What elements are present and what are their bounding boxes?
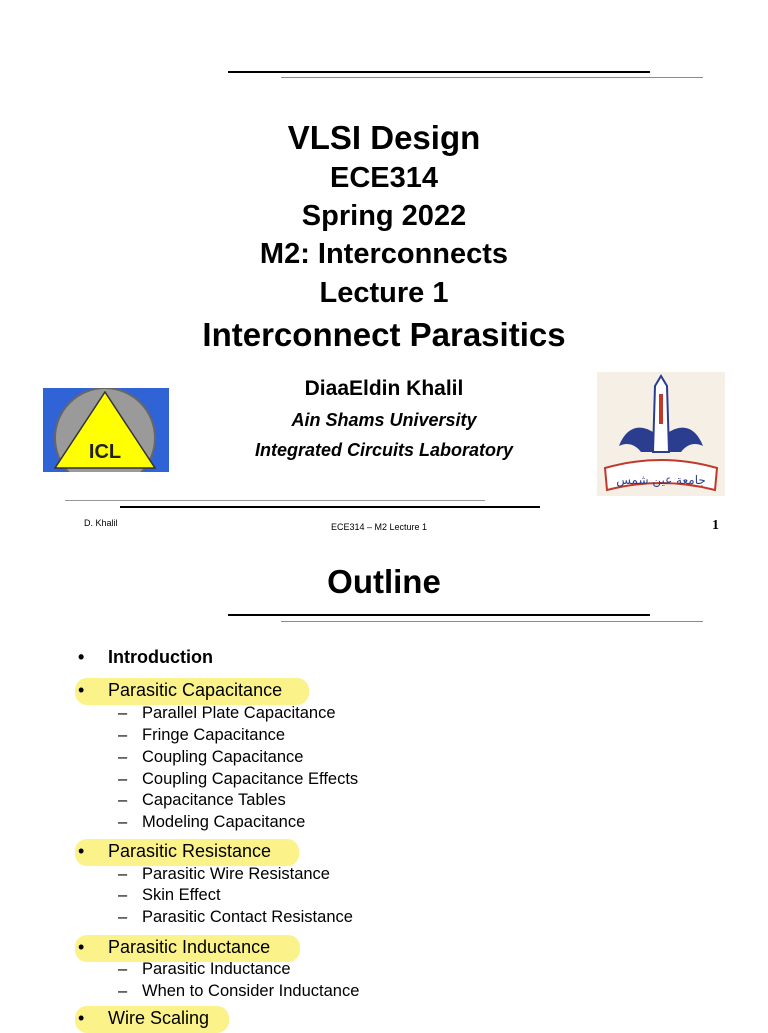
outline-item xyxy=(118,886,221,905)
outline-section xyxy=(78,647,213,668)
footer-course: ECE314 – M2 Lecture 1 xyxy=(331,522,428,532)
outline-section xyxy=(78,1008,209,1029)
top-rule-black xyxy=(228,71,650,73)
outline-item xyxy=(118,865,330,884)
term: Spring 2022 xyxy=(301,200,467,232)
university-name: Ain Shams University xyxy=(291,410,477,430)
outline-item xyxy=(118,791,286,810)
lab-name: Integrated Circuits Laboratory xyxy=(254,440,514,460)
outline-item xyxy=(118,908,353,927)
top-rule-gray xyxy=(281,77,703,78)
bullet-icon: • xyxy=(78,680,85,700)
bottom-rule-gray xyxy=(65,500,485,501)
item-label: Parasitic Inductance xyxy=(142,960,291,978)
outline-section xyxy=(78,680,282,701)
section-label: Parasitic Resistance xyxy=(108,841,272,861)
outline-item xyxy=(118,770,358,789)
outline-item xyxy=(118,982,359,1001)
item-label: Parallel Plate Capacitance xyxy=(142,704,336,722)
university-seal-graphic xyxy=(597,372,725,496)
item-label: Skin Effect xyxy=(142,886,221,904)
section-label: Introduction xyxy=(108,647,213,667)
outline-section xyxy=(78,841,271,862)
icl-logo xyxy=(43,388,169,472)
item-label: Capacitance Tables xyxy=(142,791,286,809)
bullet-icon: • xyxy=(78,1008,85,1028)
outline-rule-black xyxy=(228,614,650,616)
svg-text:جامعة عين شمس: جامعة عين شمس xyxy=(616,473,706,487)
course-code: ECE314 xyxy=(329,162,438,194)
item-label: Coupling Capacitance Effects xyxy=(142,770,359,788)
outline-item xyxy=(118,813,305,832)
dash-icon: – xyxy=(118,960,128,978)
section-label: Wire Scaling xyxy=(108,1008,210,1028)
university-seal xyxy=(597,372,725,496)
dash-icon: – xyxy=(118,748,128,766)
lecture-topic: Interconnect Parasitics xyxy=(202,316,566,353)
dash-icon: – xyxy=(118,982,128,1000)
page-number: 1 xyxy=(712,518,719,533)
lecture-number: Lecture 1 xyxy=(319,277,449,309)
outline-title: Outline xyxy=(327,563,441,600)
item-label: Modeling Capacitance xyxy=(142,813,306,831)
outline-item xyxy=(118,726,285,745)
outline-section xyxy=(78,937,270,958)
dash-icon: – xyxy=(118,865,128,883)
dash-icon: – xyxy=(118,791,128,809)
dash-icon: – xyxy=(118,813,128,831)
slide-title: VLSI Design xyxy=(287,119,481,156)
item-label: Parasitic Contact Resistance xyxy=(142,908,353,926)
section-label: Parasitic Inductance xyxy=(108,937,271,957)
outline-rule-gray xyxy=(281,621,703,622)
bullet-icon: • xyxy=(78,841,85,861)
section-label: Parasitic Capacitance xyxy=(108,680,283,700)
item-label: Fringe Capacitance xyxy=(142,726,286,744)
item-label: Parasitic Wire Resistance xyxy=(142,865,330,883)
outline-item xyxy=(118,960,291,979)
item-label: When to Consider Inductance xyxy=(142,982,360,1000)
dash-icon: – xyxy=(118,908,128,926)
dash-icon: – xyxy=(118,886,128,904)
svg-text:ICL: ICL xyxy=(88,441,122,463)
dash-icon: – xyxy=(118,704,128,722)
dash-icon: – xyxy=(118,726,128,744)
bullet-icon: • xyxy=(78,937,85,957)
icl-logo-graphic xyxy=(43,388,169,472)
outline-item xyxy=(118,704,336,723)
outline-item xyxy=(118,748,303,767)
footer-author: D. Khalil xyxy=(84,518,118,528)
module-title: M2: Interconnects xyxy=(259,238,509,270)
author-name: DiaaEldin Khalil xyxy=(304,377,464,400)
dash-icon: – xyxy=(118,770,128,788)
bottom-rule-black xyxy=(120,506,540,508)
item-label: Coupling Capacitance xyxy=(142,748,304,766)
bullet-icon: • xyxy=(78,647,85,667)
